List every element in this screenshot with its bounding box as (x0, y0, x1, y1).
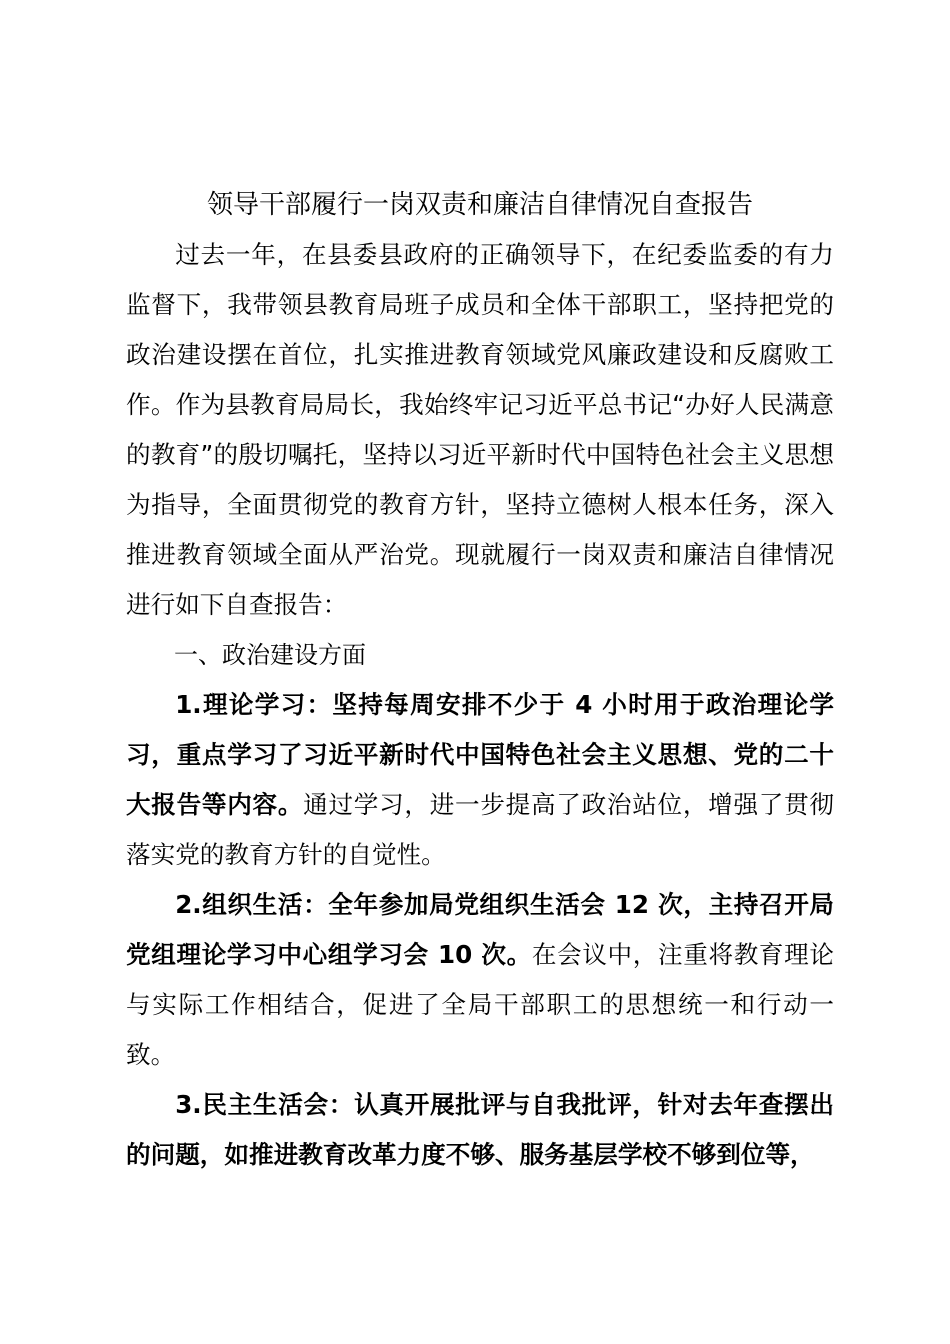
document-body (126, 230, 834, 1180)
item-paragraph-theory-study (126, 680, 834, 880)
intro-paragraph: 过去一年，在县委县政府的正确领导下，在纪委监委的有力监督下，我带领县教育局班子成员和全体干部职工，坚持把党的政治建设摆在首位，扎实推进教育领域党风廉政建设和反腐败工作。作为县教育局局长，我始终牢记习近平总书记“办好人民满意的教育”的殷切嘱托，坚持以习近平新时代中国特色社会主义思想为指导，全面贯彻党的教育方针，坚持立德树人根本任务，深入推进教育领域全面从严治党。现就履行一岗双责和廉洁自律情况进行如下自查报告： (126, 240, 834, 619)
item-lead: 2.组织生活：全年参加局党组织生活会 12 次，主持召开局党组理论学习中心组学习会 10 次。 (126, 890, 834, 969)
item-paragraph-organization-life (126, 880, 834, 1080)
section-heading-political: 一、政治建设方面 (174, 641, 366, 669)
document-title: 领导干部履行一岗双责和廉洁自律情况自查报告 (206, 190, 753, 220)
item-text: 通过学习，进一步提高了政治站位，增强了贯彻落实党的教育方针的自觉性。 (126, 790, 834, 869)
item-paragraph-democratic-life (126, 1080, 834, 1180)
item-lead: 3.民主生活会：认真开展批评与自我批评，针对去年查摆出的问题，如推进教育改革力度不够、服务基层学校不够到位等， (126, 1090, 834, 1169)
item-text: 在会议中，注重将教育理论与实际工作相结合，促进了全局干部职工的思想统一和行动一致。 (126, 940, 834, 1069)
item-lead: 1.理论学习：坚持每周安排不少于 4 小时用于政治理论学习，重点学习了习近平新时代中国特色社会主义思想、党的二十大报告等内容。 (126, 690, 834, 819)
